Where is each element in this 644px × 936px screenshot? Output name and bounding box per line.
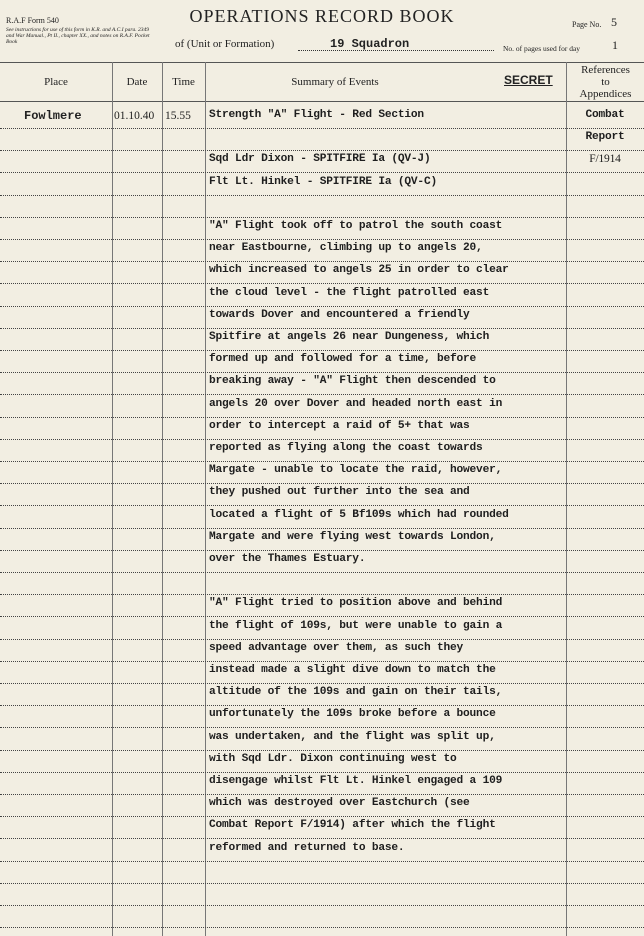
entry-date: 01.10.40 (114, 110, 155, 122)
ruled-line (0, 705, 644, 706)
column-header-place: Place (44, 76, 68, 88)
ruled-line (0, 350, 644, 351)
form-number: R.A.F Form 540 (6, 16, 59, 25)
summary-line: unfortunately the 109s broke before a bounce (209, 708, 496, 721)
summary-line: order to intercept a raid of 5+ that was (209, 419, 470, 432)
ruled-line (0, 661, 644, 662)
summary-line: formed up and followed for a time, before (209, 353, 477, 366)
ruled-line (0, 172, 644, 173)
ruled-line (0, 528, 644, 529)
ruled-line (0, 372, 644, 373)
summary-line: angels 20 over Dover and headed north east in (209, 397, 503, 410)
ruled-line (0, 861, 644, 862)
summary-line: near Eastbourne, climbing up to angels 20, (209, 242, 483, 255)
unit-label: of (Unit or Formation) (175, 38, 275, 50)
ruled-line (0, 683, 644, 684)
column-header-references (567, 62, 644, 102)
ruled-line (0, 883, 644, 884)
reference-line: Combat (585, 109, 625, 121)
summary-line: located a flight of 5 Bf109s which had rounded (209, 508, 509, 521)
reference-line: F/1914 (589, 153, 621, 166)
summary-line: breaking away - "A" Flight then descended to (209, 375, 496, 388)
ruled-line (0, 750, 644, 751)
ruled-line (0, 461, 644, 462)
secret-marking: SECRET (504, 73, 553, 87)
summary-line: over the Thames Estuary. (209, 553, 366, 565)
summary-line: altitude of the 109s and gain on their tails, (209, 686, 503, 699)
summary-line: speed advantage over them, as such they (209, 641, 464, 654)
ruled-line (0, 772, 644, 773)
summary-line: Strength "A" Flight - Red Section (209, 109, 424, 121)
summary-line: which increased to angels 25 in order to clear (209, 264, 509, 277)
pages-used-label: No. of pages used for day (503, 44, 581, 53)
summary-line: which was destroyed over Eastchurch (see (209, 797, 470, 810)
ref-header-line1: References (581, 64, 630, 76)
ruled-line (0, 128, 644, 129)
summary-line: Margate and were flying west towards London, (209, 530, 496, 543)
ref-header-line2: to (601, 76, 610, 88)
summary-line: Sqd Ldr Dixon - SPITFIRE Ia (QV-J) (209, 153, 431, 166)
ruled-line (0, 838, 644, 839)
summary-line: "A" Flight tried to position above and behind (209, 597, 503, 610)
unit-value: 19 Squadron (330, 37, 410, 51)
column-header-time: Time (172, 76, 195, 88)
ruled-line (0, 905, 644, 906)
ruled-line (0, 306, 644, 307)
ruled-line (0, 439, 644, 440)
ruled-line (0, 794, 644, 795)
summary-line: with Sqd Ldr. Dixon continuing west to (209, 752, 457, 765)
ruled-line (0, 150, 644, 151)
ruled-line (0, 417, 644, 418)
ruled-line (0, 639, 644, 640)
form-instructions: See instructions for use of this form in K.R. and A.C.I para. 2349 and War Manual., Pt II., chapter XX., and notes on R.A.F. Pocket Book (6, 27, 150, 45)
ruled-line (0, 195, 644, 196)
column-divider-time (205, 62, 206, 936)
summary-line: the cloud level - the flight patrolled east (209, 286, 490, 299)
summary-line: reformed and returned to base. (209, 841, 405, 854)
ruled-line (0, 550, 644, 551)
summary-line: they pushed out further into the sea and (209, 486, 470, 499)
summary-line: Margate - unable to locate the raid, however, (209, 464, 503, 477)
summary-line: "A" Flight took off to patrol the south coast (209, 220, 503, 232)
ruled-line (0, 616, 644, 617)
column-divider-place (112, 62, 113, 936)
summary-line: was undertaken, and the flight was split up, (209, 730, 496, 743)
column-divider-date (162, 62, 163, 936)
summary-line: disengage whilst Flt Lt. Hinkel engaged a 109 (209, 775, 503, 787)
ruled-line (0, 727, 644, 728)
page-number-label: Page No. (572, 20, 602, 29)
ref-header-line3: Appendices (579, 88, 632, 100)
ruled-line (0, 594, 644, 595)
entry-time: 15.55 (165, 110, 191, 122)
ruled-line (0, 572, 644, 573)
pages-used-value: 1 (612, 38, 618, 52)
summary-line: Spitfire at angels 26 near Dungeness, which (209, 331, 490, 343)
ruled-line (0, 328, 644, 329)
column-header-date: Date (126, 76, 148, 88)
column-header-summary: Summary of Events (291, 76, 379, 88)
ruled-line (0, 261, 644, 262)
summary-line: Combat Report F/1914) after which the flight (209, 819, 496, 832)
summary-line: reported as flying along the coast towards (209, 442, 483, 454)
ruled-line (0, 217, 644, 218)
page-title: OPERATIONS RECORD BOOK (189, 6, 455, 26)
column-divider-summary (566, 62, 567, 936)
ruled-line (0, 927, 644, 928)
ruled-line (0, 394, 644, 395)
summary-line: towards Dover and encountered a friendly (209, 308, 470, 321)
ruled-line (0, 483, 644, 484)
summary-line: Flt Lt. Hinkel - SPITFIRE Ia (QV-C) (209, 175, 437, 188)
reference-line: Report (585, 131, 625, 144)
summary-line: the flight of 109s, but were unable to gain a (209, 619, 503, 632)
ruled-line (0, 283, 644, 284)
ruled-line (0, 816, 644, 817)
summary-line: instead made a slight dive down to match the (209, 664, 496, 676)
page-number-value: 5 (611, 15, 617, 29)
ruled-line (0, 505, 644, 506)
entry-place: Fowlmere (24, 109, 82, 123)
ruled-line (0, 239, 644, 240)
